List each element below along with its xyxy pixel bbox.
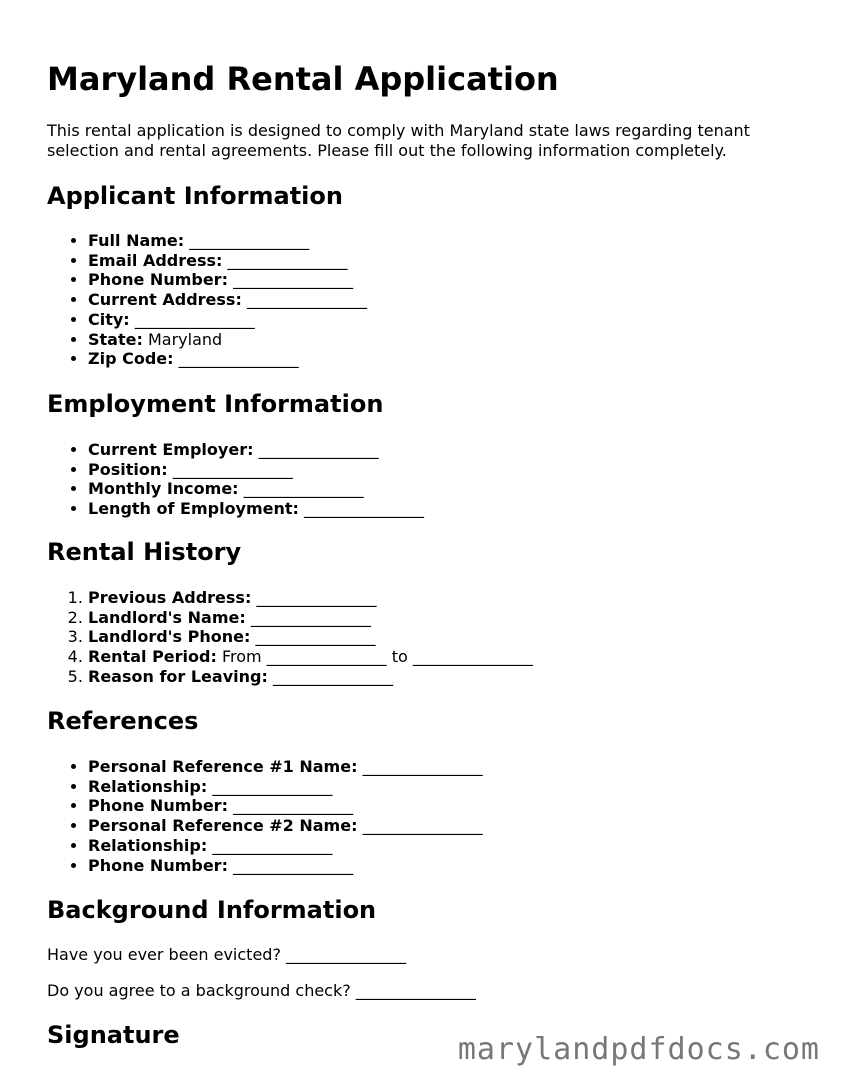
field-value: Maryland [147, 329, 223, 349]
field-value[interactable]: _______________ [134, 309, 255, 329]
field-label: Position: [88, 459, 168, 479]
field-value[interactable]: _______________ [304, 499, 425, 519]
list-item [88, 251, 367, 271]
list-item [88, 816, 483, 836]
field-label: Personal Reference #1 Name: [88, 757, 358, 776]
field-value[interactable]: _______________ [233, 270, 354, 290]
field-value[interactable]: _______________ [362, 816, 483, 836]
list-item [88, 588, 533, 608]
list-item [88, 856, 483, 876]
field-value[interactable]: _______________ [243, 479, 364, 499]
rental-history-heading: Rental History [47, 538, 242, 566]
field-value[interactable]: _______________ [172, 459, 293, 479]
background-heading: Background Information [47, 896, 377, 924]
field-value[interactable]: _______________ [258, 440, 379, 459]
field-value[interactable]: _______________ [227, 250, 348, 270]
intro-paragraph: This rental application is designed to comply with Maryland state laws regarding tenant selection and rental agreements. Please fill out the following information completely. [47, 121, 750, 160]
field-label: Phone Number: [88, 270, 228, 290]
field-value[interactable]: _______________ [233, 855, 354, 875]
field-label: Length of Employment: [88, 499, 299, 519]
field-label: Full Name: [88, 231, 185, 250]
background-check-question[interactable]: Do you agree to a background check? _______________ [47, 981, 476, 1000]
list-item [88, 836, 483, 856]
field-label: Relationship: [88, 835, 208, 855]
rental-history-list [47, 588, 533, 687]
list-item [88, 270, 367, 290]
field-value[interactable]: _______________ [212, 776, 333, 796]
list-item [88, 608, 533, 628]
list-item [88, 440, 424, 460]
field-label: State: [88, 329, 143, 349]
list-item [88, 777, 483, 797]
list-item [88, 310, 367, 330]
field-value[interactable]: _______________ [362, 757, 483, 776]
watermark: marylandpdfdocs.com [457, 1032, 820, 1067]
field-label: Monthly Income: [88, 479, 239, 499]
field-label: Previous Address: [88, 588, 252, 607]
applicant-heading: Applicant Information [47, 182, 343, 210]
list-item [88, 667, 533, 687]
references-list [47, 757, 483, 875]
field-label: Phone Number: [88, 855, 228, 875]
signature-heading: Signature [47, 1021, 180, 1049]
field-value[interactable]: _______________ [233, 796, 354, 816]
list-item [88, 627, 533, 647]
employment-list [47, 440, 424, 519]
field-value[interactable]: _______________ [178, 349, 299, 369]
field-value[interactable]: _______________ [246, 290, 367, 310]
eviction-question[interactable]: Have you ever been evicted? _______________ [47, 945, 407, 964]
list-item [88, 231, 367, 251]
field-label: Phone Number: [88, 796, 228, 816]
field-label: Email Address: [88, 250, 223, 270]
field-label: Landlord's Phone: [88, 627, 251, 647]
field-label: Rental Period: [88, 647, 217, 667]
field-value[interactable]: _______________ [189, 231, 310, 250]
field-label: Current Employer: [88, 440, 254, 459]
list-item [88, 349, 367, 369]
references-heading: References [47, 707, 199, 735]
field-value[interactable]: _______________ [272, 666, 393, 686]
page-title: Maryland Rental Application [47, 60, 559, 98]
employment-heading: Employment Information [47, 390, 384, 418]
list-item [88, 330, 367, 350]
field-value[interactable]: _______________ [250, 607, 371, 627]
list-item [88, 796, 483, 816]
field-value[interactable]: From _______________ to _______________ [221, 647, 533, 667]
list-item [88, 290, 367, 310]
list-item [88, 460, 424, 480]
list-item [88, 757, 483, 777]
field-label: City: [88, 309, 130, 329]
field-label: Zip Code: [88, 349, 174, 369]
list-item [88, 647, 533, 667]
field-label: Landlord's Name: [88, 607, 246, 627]
field-value[interactable]: _______________ [212, 835, 333, 855]
field-label: Relationship: [88, 776, 208, 796]
field-label: Reason for Leaving: [88, 666, 268, 686]
list-item [88, 499, 424, 519]
field-label: Personal Reference #2 Name: [88, 816, 358, 836]
list-item [88, 479, 424, 499]
applicant-list [47, 231, 367, 369]
field-label: Current Address: [88, 290, 242, 310]
field-value[interactable]: _______________ [256, 588, 377, 607]
field-value[interactable]: _______________ [255, 627, 376, 647]
